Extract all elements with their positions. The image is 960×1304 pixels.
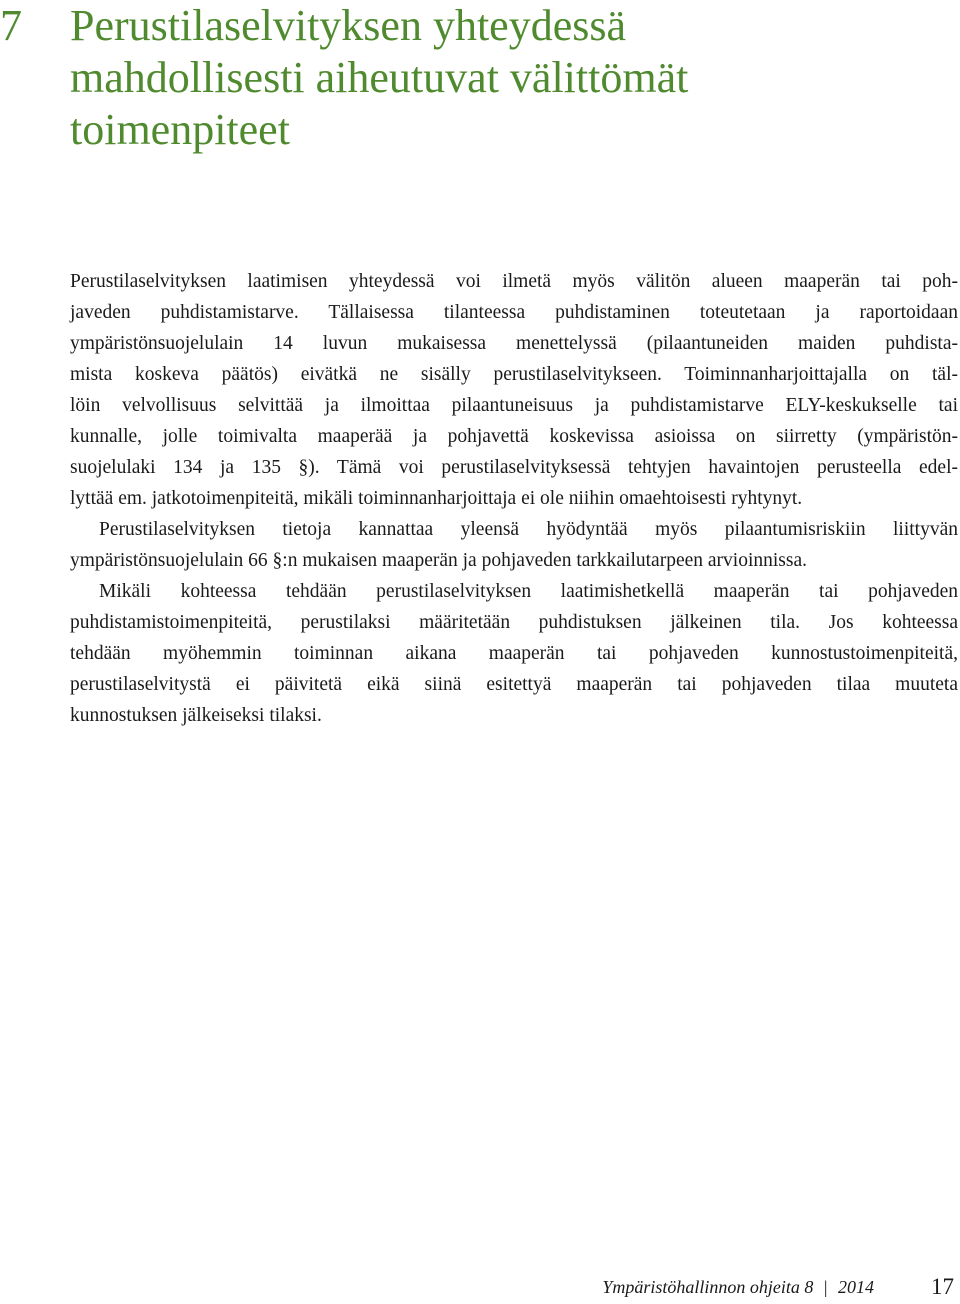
body-line: Perustilaselvityksen laatimisen yhteydessä voi ilmetä myös välitön alueen maaperän tai poh-	[70, 271, 958, 292]
chapter-title-line: mahdollisesti aiheutuvat välittömät	[70, 53, 689, 102]
body-line: ympäristönsuojelulain 14 luvun mukaisessa menettelyssä (pilaantuneiden maiden puhdista-	[70, 333, 958, 354]
body-line: Perustilaselvityksen tietoja kannattaa yleensä hyödyntää myös pilaantumisriskiin liittyvän	[99, 519, 958, 540]
body-line: kunnostuksen jälkeiseksi tilaksi.	[70, 705, 322, 726]
chapter-number: 7	[0, 1, 22, 50]
body-line: Mikäli kohteessa tehdään perustilaselvityksen laatimishetkellä maaperän tai pohjaveden	[99, 581, 958, 602]
series-number: 8	[804, 1277, 814, 1297]
chapter-title-line: Perustilaselvityksen yhteydessä	[70, 1, 627, 50]
body-line: mista koskeva päätös) eivätkä ne sisälly perustilaselvitykseen. Toiminnanharjoittajalla on täl-	[70, 364, 958, 385]
body-line: perustilaselvitystä ei päivitetä eikä siinä esitettyä maaperän tai pohjaveden tilaa muuteta	[70, 674, 958, 695]
chapter-title-line: toimenpiteet	[70, 105, 290, 154]
body-line: ympäristönsuojelulain 66 §:n mukaisen maaperän ja pohjaveden tarkkailutarpeen arvioinnissa.	[70, 550, 807, 571]
publication-year: 2014	[838, 1277, 874, 1297]
page-number: 17	[931, 1274, 954, 1299]
chapter-title	[70, 0, 940, 156]
body-line: kunnalle, jolle toimivalta maaperää ja pohjavettä koskevissa asioissa on siirretty (ympäristön-	[70, 426, 958, 447]
body-line: javeden puhdistamistarve. Tällaisessa tilanteessa puhdistaminen toteutetaan ja raportoidaan	[70, 302, 958, 323]
body-line: lyttää em. jatkotoimenpiteitä, mikäli toiminnanharjoittaja ei ole niihin omaehtoisesti ryhtynyt.	[70, 488, 803, 509]
body-text	[70, 266, 958, 731]
page-footer	[0, 1274, 960, 1304]
footer-separator: |	[823, 1277, 828, 1297]
body-line: tehdään myöhemmin toiminnan aikana maaperän tai pohjaveden kunnostustoimenpiteitä,	[70, 643, 958, 664]
body-line: löin velvollisuus selvittää ja ilmoittaa pilaantuneisuus ja puhdistamistarve ELY-keskukselle tai	[70, 395, 958, 416]
body-line: puhdistamistoimenpiteitä, perustilaksi määritetään puhdistuksen jälkeinen tila. Jos kohteessa	[70, 612, 958, 633]
body-line: suojelulaki 134 ja 135 §). Tämä voi perustilaselvityksessä tehtyjen havaintojen perusteella edel-	[70, 457, 958, 478]
footer-publication	[602, 1277, 874, 1298]
publication-title: Ympäristöhallinnon ohjeita	[602, 1277, 800, 1297]
